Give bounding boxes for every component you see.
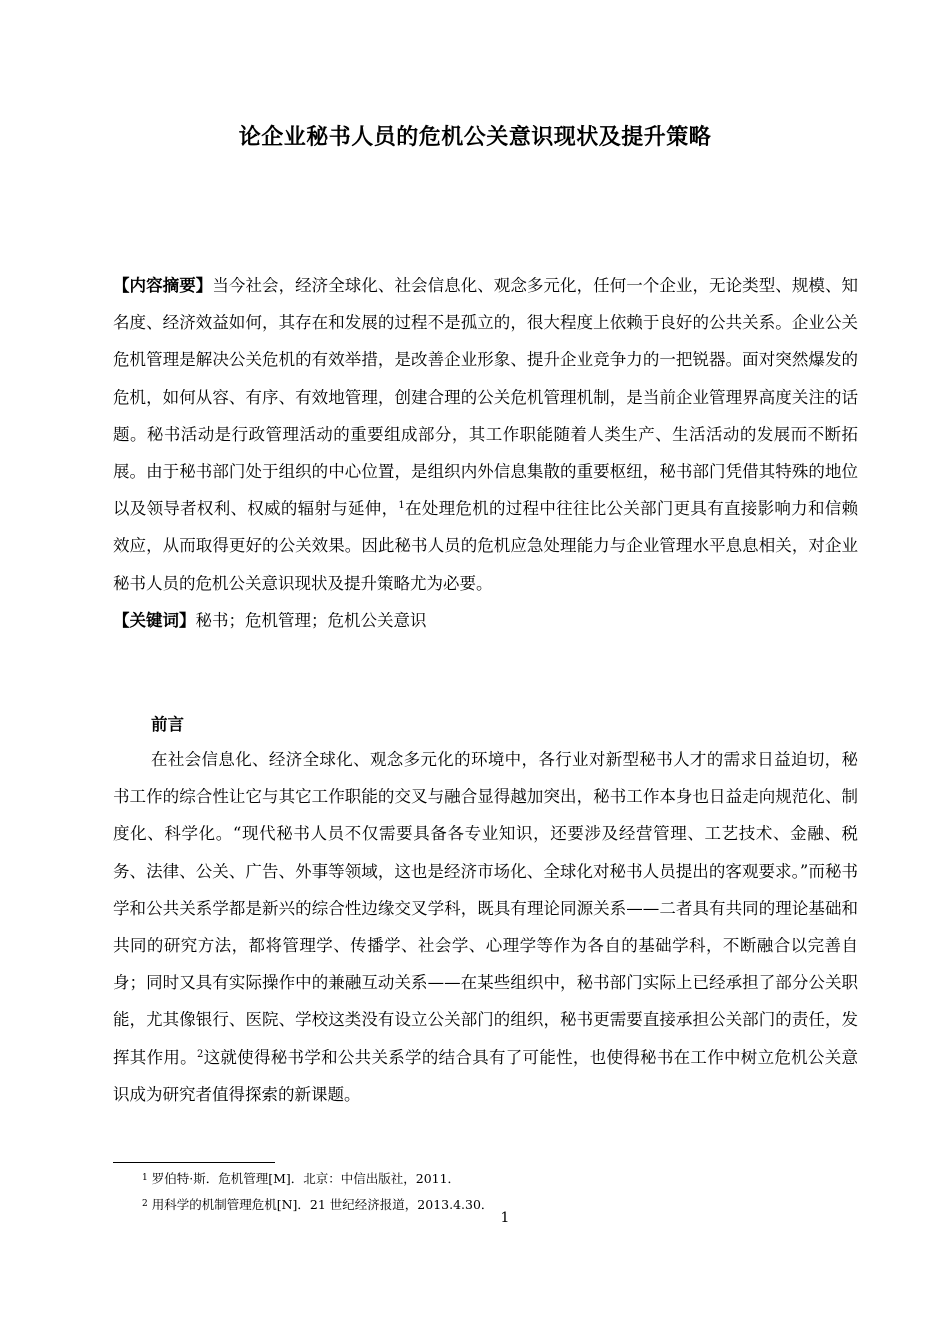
footnote-ref-2[interactable]: 2	[196, 1048, 204, 1060]
footnote-1	[142, 1166, 493, 1192]
footnote-text: 罗伯特·斯．危机管理[M]．北京：中信出版社，2011．	[151, 1171, 461, 1186]
abstract-block	[113, 267, 858, 639]
section-text-part1: 在社会信息化、经济全球化、观念多元化的环境中，各行业对新型秘书人才的需求日益迫切，秘书工作的综合性让它与其它工作职能的交叉与融合显得越加突出，秘书工作本身也日益走向规范化、制度化、科学化。“现代秘书人员不仅需要具备各专业知识，还要涉及经营管理、工艺技术、金融、税务、法律、公关、广告、外事等领域，这也是经济市场化、全球化对秘书人员提出的客观要求。”而秘书学和公共关系学都是新兴的综合性边缘交叉学科，既具有理论同源关系——二者具有共同的理论基础和共同的研究方法，都将管理学、传播学、社会学、心理学等作为各自的基础学科，不断融合以完善自身；同时又具有实际操作中的兼融互动关系——在某些组织中，秘书部门实际上已经承担了部分公关职能，尤其像银行、医院、学校这类没有设立公关部门的组织，秘书更需要直接承担公关部门的责任，发挥其作用。	[113, 750, 858, 1067]
footnote-text: 用科学的机制管理危机[N]．21 世纪经济报道，2013.4.30．	[151, 1197, 494, 1212]
abstract-text-part2: 在处理危机的过程中往往比公关部门更具有直接影响力和信赖效应，从而取得更好的公关效果。因此秘书人员的危机应急处理能力与企业管理水平息息相关，对企业秘书人员的危机公关意识现状及提升策略尤为必要。	[113, 499, 859, 593]
footnote-number: 1	[142, 1173, 148, 1183]
abstract-text-part1: 当今社会，经济全球化、社会信息化、观念多元化，任何一个企业，无论类型、规模、知名度、经济效益如何，其存在和发展的过程不是孤立的，很大程度上依赖于良好的公共关系。企业公关危机管理是解决公关危机的有效举措，是改善企业形象、提升企业竞争力的一把锐器。面对突然爆发的危机，如何从容、有序、有效地管理，创建合理的公关危机管理机制，是当前企业管理界高度关注的话题。秘书活动是行政管理活动的重要组成部分，其工作职能随着人类生产、生活活动的发展而不断拓展。由于秘书部门处于组织的中心位置，是组织内外信息集散的重要枢纽，秘书部门凭借其特殊的地位以及领导者权利、权威的辐射与延伸，	[113, 276, 859, 519]
document-title: 论企业秘书人员的危机公关意识现状及提升策略	[238, 125, 712, 150]
abstract-label: 【内容摘要】	[113, 276, 213, 295]
keywords-label: 【关键词】	[113, 610, 196, 630]
keywords-text: 秘书；危机管理；危机公关意识	[195, 610, 427, 630]
section-heading: 前言	[151, 715, 184, 734]
footnote-ref-1[interactable]: 1	[398, 500, 405, 512]
section-text-part2: 这就使得秘书学和公共关系学的结合具有了可能性，也使得秘书在工作中树立危机公关意识成为研究者值得探索的新课题。	[113, 1047, 859, 1104]
section-paragraph	[113, 741, 858, 1113]
keywords-line	[113, 602, 858, 639]
page-number: 1	[500, 1210, 510, 1226]
footnote-divider	[113, 1162, 275, 1163]
footnote-number: 2	[142, 1199, 148, 1209]
